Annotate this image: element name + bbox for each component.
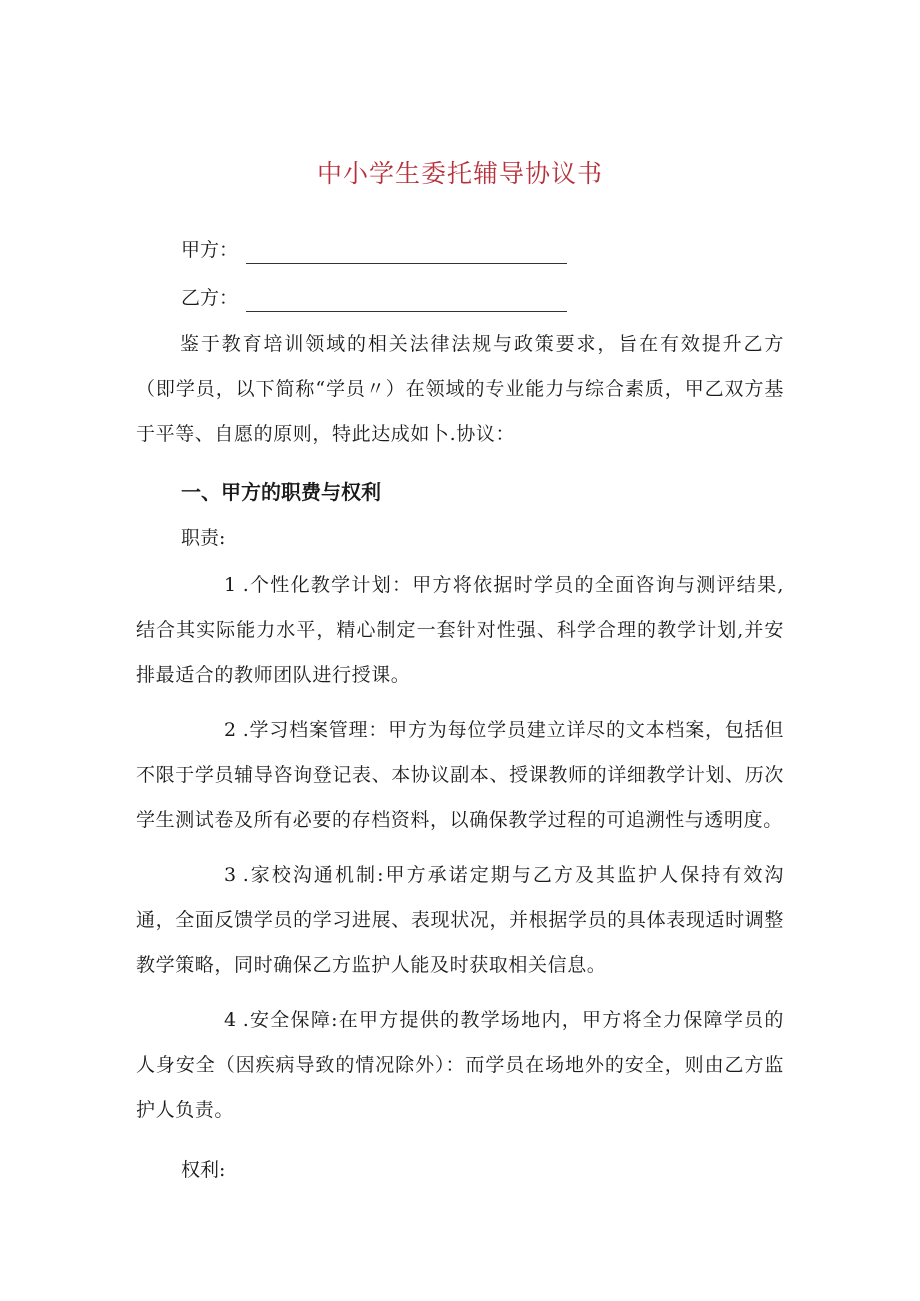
party-b-row: [181, 284, 567, 312]
list-item-text: .学习档案管理：甲方为每位学员建立详尽的文本档案，包括但不限于学员辅导咨询登记表、本协议副本、授课教师的详细教学计划、历次学生测试卷及所有必要的存档资料，以确保教学过程的可追溯性与透明度。: [136, 719, 784, 831]
list-item-text: .安全保障:在甲方提供的教学场地内，甲方将全力保障学员的人身安全（因疾病导致的情况除外）：而学员在场地外的安全，则由乙方监护人负责。: [136, 1009, 784, 1121]
list-item-number: 1: [224, 574, 237, 596]
list-item: [136, 998, 784, 1133]
list-item-text: .个性化教学计划：甲方将依据时学员的全面咨询与测评结果,结合其实际能力水平，精心制定一套针对性强、科学合理的教学计划,并安排最适合的教师团队进行授课。: [136, 574, 784, 686]
document-title: 中小学生委托辅导协议书: [316, 159, 603, 188]
list-item-number: 3: [224, 864, 237, 886]
party-a-row: [181, 236, 567, 264]
list-item: [136, 853, 784, 988]
party-a-label: 甲方：: [181, 239, 239, 261]
party-b-blank-line: [246, 291, 567, 312]
list-item: [136, 563, 784, 698]
list-item: [136, 708, 784, 843]
duties-label: 职责:: [181, 527, 226, 549]
party-b-label: 乙方：: [181, 287, 239, 309]
party-a-blank-line: [246, 243, 567, 264]
list-item-text: .家校沟通机制:甲方承诺定期与乙方及其监护人保持有效沟通，全面反馈学员的学习进展、表现状况，并根据学员的具体表现适时调整教学策略，同时确保乙方监护人能及时获取相关信息。: [136, 864, 784, 976]
section-heading: 一、甲方的职费与权利: [181, 480, 381, 504]
list-item-number: 2: [224, 719, 237, 741]
intro-paragraph: 鉴于教育培训领域的相关法律法规与政策要求，旨在有效提升乙方（即学员，以下简称“学员〃）在领域的专业能力与综合素质，甲乙双方基于平等、自愿的原则，特此达成如卜.协议：: [136, 333, 784, 445]
rights-label: 权利:: [181, 1159, 226, 1181]
list-item-number: 4: [224, 1009, 237, 1031]
